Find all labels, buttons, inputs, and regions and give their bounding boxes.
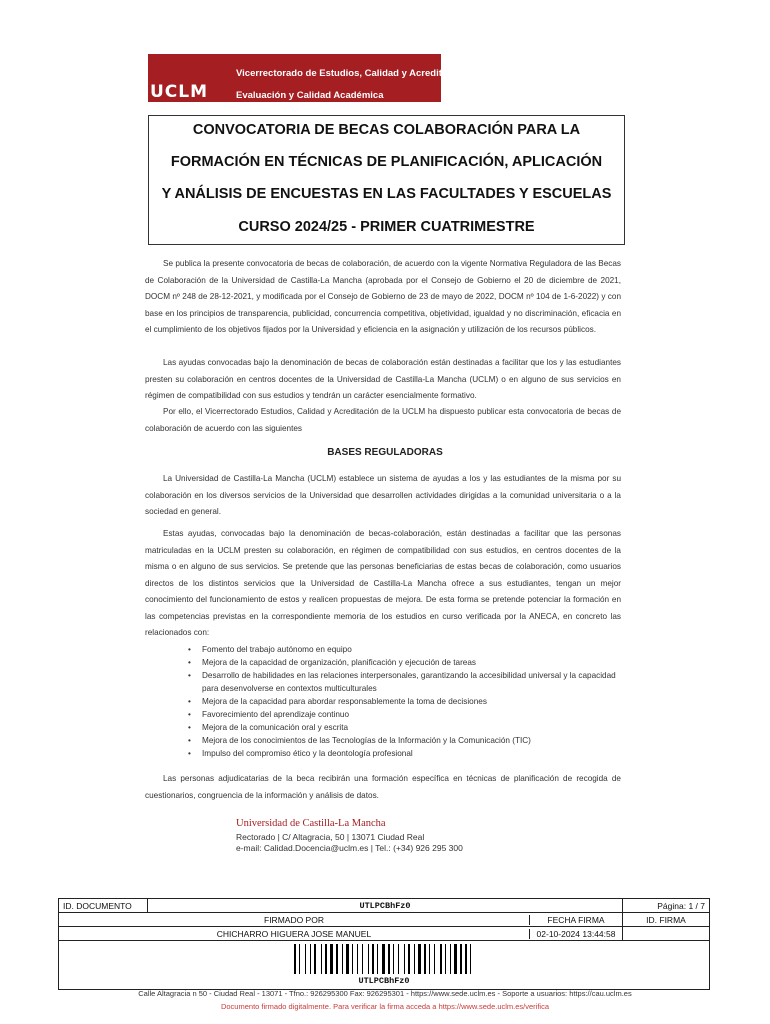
barcode-bar (317, 944, 320, 974)
page-indicator: Página: 1 / 7 (623, 899, 710, 913)
barcode-bar (391, 944, 392, 974)
bases-paragraph-2: Estas ayudas, convocadas bajo la denominación de becas-colaboración, están destinadas a facilitar que las personas matriculadas en la UCLM presten su colaboración, en régimen de compatibilidad con sus estudios, en centros docentes de la misma o en alguno de sus servicios. Se pretende que las personas beneficiarias de estas becas de colaboración, como usuarios directos de los distintos servicios que la Universidad de Castilla-La Mancha ofrece a sus estudiantes, tengan un mejor conocimiento del funcionamiento de estos y realicen propuestas de mejora. De esta forma se pretende potenciar la formación en las competencias previstas en la correspondiente memoria de los estudios en curso verificada por la ANECA, en concreto las relacionados con: (145, 529, 621, 637)
barcode-bar (450, 944, 451, 974)
contact-line: e-mail: Calidad.Docencia@uclm.es | Tel.: (+34) 926 295 300 (236, 843, 463, 853)
barcode-bar (408, 944, 410, 974)
barcode-bar (427, 944, 428, 974)
list-item: • Fomento del trabajo autónomo en equipo (188, 643, 618, 656)
barcode-bar (325, 944, 327, 974)
bases-heading: BASES REGULADORAS (327, 447, 443, 458)
fecha-firma-label: FECHA FIRMA (547, 914, 605, 925)
intro-paragraph-1: Se publica la presente convocatoria de becas de colaboración, de acuerdo con la vigente Normativa Reguladora de las Becas de Colaboración de la Universidad de Castilla-La Mancha (aprobada por el Consejo de Gobierno el 20 de diciembre de 2021, DOCM nº 248 de 28-12-2021, y modificada por el Consejo de Gobierno de 23 de mayo de 2022, DOCM nº 104 de 1-6-2022) y con base en los principios de transparencia, publicidad, concurrencia competitiva, objetividad, igualdad y no discriminación, eficacia en el cumplimiento de los objetivos fijados por la Universidad y eficiencia en la asignación y utilización de los recursos públicos. (145, 259, 621, 334)
bases-paragraph-3: Las personas adjudicatarias de la beca recibirán una formación específica en técnicas de planificación de recogida de cuestionarios, congruencia de la información y análisis de datos. (145, 774, 621, 800)
barcode-bar (334, 944, 335, 974)
barcode-bar (354, 944, 356, 974)
barcode-bar (314, 944, 316, 974)
barcode-bar (422, 944, 423, 974)
barcode-bar (375, 944, 376, 974)
barcode-bar (370, 944, 371, 974)
list-item: • Desarrollo de habilidades en las relaciones interpersonales, garantizando la accesibilidad universal y la capacidad para desenvolverse en contextos multiculturales (188, 669, 618, 695)
barcode-bar (307, 944, 309, 974)
barcode-bar (463, 944, 464, 974)
id-documento-value: UTLPCBhFz0 (148, 899, 623, 913)
list-item: • Mejora de la comunicación oral y escrita (188, 721, 618, 734)
barcode-bar (379, 944, 381, 974)
vicerrectorado-label: Vicerrectorado de Estudios, Calidad y Acreditación (236, 68, 467, 79)
signature-date: 02-10-2024 13:44:58 (536, 928, 616, 939)
list-item: • Favorecimiento del aprendizaje continuo (188, 708, 618, 721)
barcode-bar (406, 944, 407, 974)
barcode-bar (418, 944, 421, 974)
barcode-bar (301, 944, 304, 974)
barcode-bar (364, 944, 367, 974)
list-item: • Impulso del compromiso ético y la deontología profesional (188, 747, 618, 760)
title-line-1: CONVOCATORIA DE BECAS COLABORACIÓN PARA LA (192, 122, 581, 138)
barcode-bar (458, 944, 459, 974)
barcode-bar (388, 944, 390, 974)
list-item: • Mejora de los conocimientos de las Tecnologías de la Información y la Comunicación (TIC) (188, 734, 618, 747)
barcode-bar (386, 944, 387, 974)
barcode-bar (470, 944, 471, 974)
evaluacion-label: Evaluación y Calidad Académica (236, 90, 384, 101)
barcode-bar (336, 944, 338, 974)
signer-name: CHICHARRO HIGUERA JOSE MANUEL (59, 929, 530, 939)
barcode-bar (352, 944, 353, 974)
barcode-bar (330, 944, 333, 974)
university-name: Universidad de Castilla-La Mancha (236, 818, 386, 829)
barcode-bar (377, 944, 378, 974)
footer-verify: Documento firmado digitalmente. Para verificar la firma acceda a https://www.sede.uclm.es/verifica (220, 1002, 550, 1011)
id-documento-label: ID. DOCUMENTO (59, 899, 148, 913)
list-item: • Mejora de la capacidad para abordar responsablemente la toma de decisiones (188, 695, 618, 708)
barcode-bar (436, 944, 439, 974)
list-item: • Mejora de la capacidad de organización, planificación y ejecución de tareas (188, 656, 618, 669)
barcode-bar (346, 944, 349, 974)
logo-text: UCLM (150, 82, 209, 102)
barcode-bar (350, 944, 351, 974)
competencias-list (188, 643, 618, 760)
barcode-bar (454, 944, 457, 974)
barcode-bar (445, 944, 446, 974)
barcode-bar (393, 944, 394, 974)
barcode-bar (357, 944, 358, 974)
title-line-2: FORMACIÓN EN TÉCNICAS DE PLANIFICACIÓN, APLICACIÓN (170, 154, 603, 170)
barcode-bar (398, 944, 399, 974)
barcode-bar (305, 944, 306, 974)
barcode-bar (452, 944, 453, 974)
barcode-bar (400, 944, 403, 974)
barcode-bar (368, 944, 369, 974)
id-firma-label: ID. FIRMA (623, 913, 710, 927)
barcode-bar (328, 944, 329, 974)
barcode-bar (297, 944, 298, 974)
barcode-bar (310, 944, 311, 974)
barcode-bar (299, 944, 300, 974)
barcode-bar (460, 944, 462, 974)
footer-address: Calle Altagracia n 50 - Ciudad Real - 13071 - Tfno.: 926295300 Fax: 926295301 - https://www.sede.uclm.es - Soporte a usuarios: https://cau.uclm.es (138, 989, 632, 998)
barcode-bar (395, 944, 397, 974)
title-line-4: CURSO 2024/25 - PRIMER CUATRIMESTRE (238, 219, 535, 235)
barcode-bar (342, 944, 343, 974)
barcode-text: UTLPCBhFz0 (358, 976, 410, 986)
barcode-bar (440, 944, 442, 974)
barcode-bar (411, 944, 413, 974)
intro-paragraph-2: Las ayudas convocadas bajo la denominación de becas de colaboración están destinadas a facilitar que los y las estudiantes presten su colaboración en centros docentes de la Universidad de Castilla-La Mancha (UCLM) o en alguno de sus servicios en régimen de compatibilidad con sus estudios y tendrán un carácter esencialmente formativo. (145, 358, 621, 400)
barcode-bar (416, 944, 417, 974)
barcode-bar (468, 944, 469, 974)
barcode-bar (382, 944, 385, 974)
bases-paragraph-1: La Universidad de Castilla-La Mancha (UCLM) establece un sistema de ayudas a los y las estudiantes de la misma por su colaboración en los diversos servicios de la Universidad que desarrollen actividades dirigidas a la comunidad universitaria o a la sociedad en general. (145, 474, 621, 516)
barcode-bar (362, 944, 363, 974)
barcode-bar (344, 944, 345, 974)
intro-paragraph-3: Por ello, el Vicerrectorado Estudios, Calidad y Acreditación de la UCLM ha dispuesto publicar esta convocatoria de becas de colaboración de acuerdo con las siguientes (145, 407, 621, 433)
barcode-bar (472, 944, 475, 974)
barcode-bar (312, 944, 313, 974)
barcode-image (63, 944, 705, 974)
barcode-bar (431, 944, 433, 974)
barcode-bar (323, 944, 324, 974)
barcode-bar (434, 944, 435, 974)
barcode-bar (372, 944, 374, 974)
signature-table (58, 898, 710, 990)
barcode-bar (465, 944, 467, 974)
barcode-bar (429, 944, 430, 974)
barcode-bar (447, 944, 449, 974)
barcode-bar (404, 944, 405, 974)
barcode-bar (414, 944, 415, 974)
barcode-bar (443, 944, 444, 974)
barcode-bar (321, 944, 322, 974)
barcode-bar (294, 944, 296, 974)
barcode-bar (424, 944, 426, 974)
firmado-por-label: FIRMADO POR (59, 915, 530, 925)
barcode-bar (339, 944, 341, 974)
title-box (148, 115, 625, 245)
title-line-3: Y ANÁLISIS DE ENCUESTAS EN LAS FACULTADES Y ESCUELAS (161, 186, 612, 202)
barcode-bar (359, 944, 361, 974)
address-line: Rectorado | C/ Altagracia, 50 | 13071 Ciudad Real (236, 832, 425, 842)
